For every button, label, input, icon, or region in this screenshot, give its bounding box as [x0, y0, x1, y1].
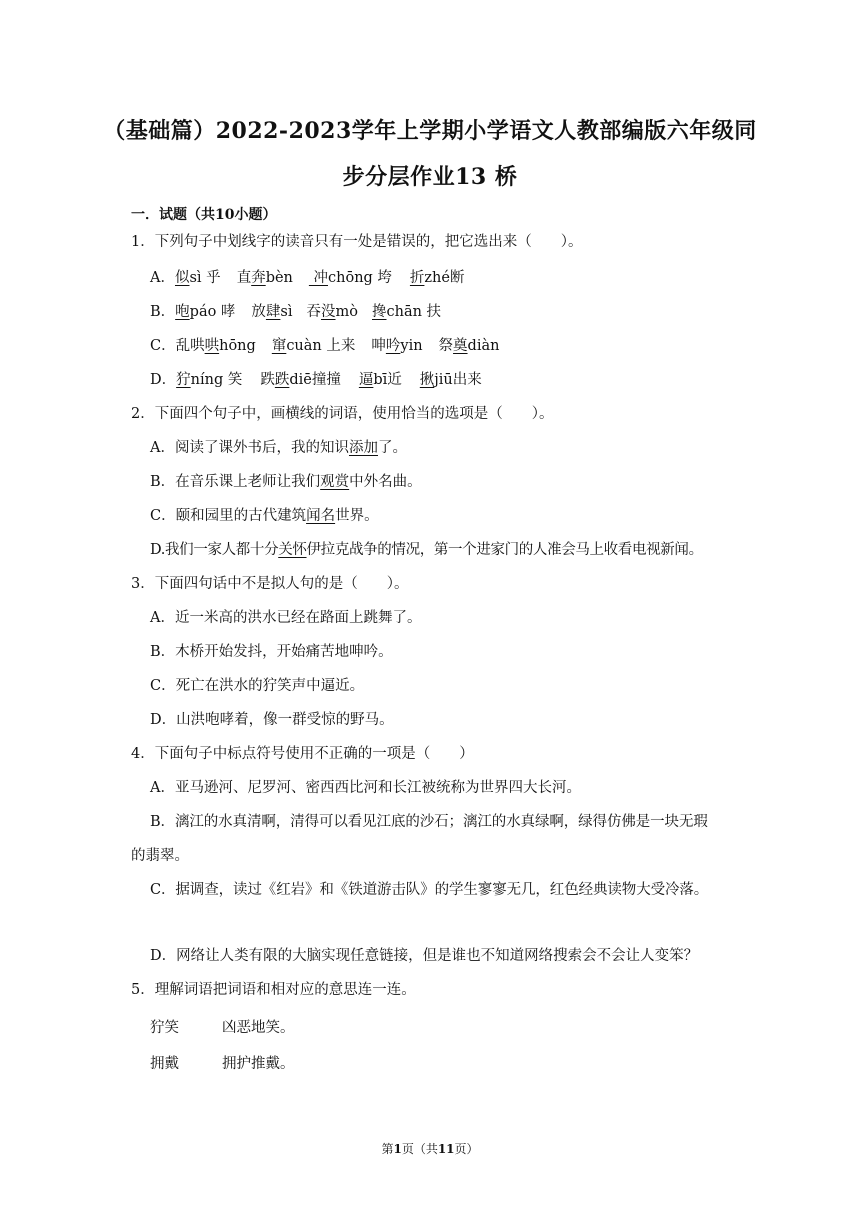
- question-2-option-c: C．颐和园里的古代建筑闻名世界。: [150, 508, 379, 524]
- match-meaning-2: 拥护推戴。: [222, 1056, 295, 1072]
- question-3-option-d: D．山洪咆哮着，像一群受惊的野马。: [150, 712, 394, 728]
- question-1-option-d: D．狞níng 笑 跌跌diē撞撞 逼bī近 揪jiū出来: [150, 372, 482, 388]
- question-2-option-b: B．在音乐课上老师让我们观赏中外名曲。: [150, 474, 422, 490]
- question-1-stem: 1．下列句子中划线字的读音只有一处是错误的，把它选出来（ ）。: [131, 234, 583, 250]
- question-4-stem: 4．下面句子中标点符号使用不正确的一项是（ ）: [131, 746, 474, 762]
- document-title-line-2: 步分层作业13 桥: [342, 164, 518, 190]
- match-word-2: 拥戴: [150, 1056, 179, 1072]
- page-number: 1: [393, 1142, 402, 1156]
- question-3-option-a: A．近一米高的洪水已经在路面上跳舞了。: [150, 610, 422, 626]
- question-4-option-b-line-2: 的翡翠。: [131, 848, 189, 864]
- match-word-1: 狞笑: [150, 1020, 179, 1036]
- page-total: 11: [437, 1142, 455, 1156]
- page-footer: 第1页（共11页）: [381, 1142, 479, 1156]
- question-4-option-a: A．亚马逊河、尼罗河、密西西比河和长江被统称为世界四大长河。: [150, 780, 581, 796]
- question-4-option-c: C．据调查，读过《红岩》和《铁道游击队》的学生寥寥无几，红色经典读物大受冷落。: [150, 882, 709, 898]
- question-3-stem: 3．下面四句话中不是拟人句的是（ ）。: [131, 576, 409, 592]
- question-1-option-c: C．乱哄哄hōng 窜cuàn 上来 呻吟yin 祭奠diàn: [150, 338, 500, 354]
- question-1-option-b: B．咆páo 哮 放肆sì 吞没mò 搀chān 扶: [150, 304, 442, 320]
- question-3-option-b: B．木桥开始发抖，开始痛苦地呻吟。: [150, 644, 393, 660]
- section-heading: 一．试题（共10小题）: [131, 207, 277, 223]
- question-2-option-d: D.我们一家人都十分关怀伊拉克战争的情况，第一个进家门的人准会马上收看电视新闻。: [150, 542, 703, 558]
- question-5-stem: 5．理解词语把词语和相对应的意思连一连。: [131, 982, 416, 998]
- match-meaning-1: 凶恶地笑。: [222, 1020, 295, 1036]
- question-4-option-b-line-1: B．漓江的水真清啊，清得可以看见江底的沙石；漓江的水真绿啊，绿得仿佛是一块无瑕: [150, 814, 708, 830]
- question-2-stem: 2．下面四个句子中，画横线的词语，使用恰当的选项是（ ）。: [131, 406, 554, 422]
- question-1-option-a: A．似sì 乎 直奔bèn 冲chōng 垮 折zhé断: [150, 270, 465, 286]
- question-2-option-a: A．阅读了课外书后，我的知识添加了。: [150, 440, 407, 456]
- question-4-option-d: D．网络让人类有限的大脑实现任意链接，但是谁也不知道网络搜索会不会让人变笨？: [150, 948, 699, 964]
- document-title-line-1: （基础篇）2022-2023学年上学期小学语文人教部编版六年级同: [103, 118, 757, 144]
- question-3-option-c: C．死亡在洪水的狞笑声中逼近。: [150, 678, 365, 694]
